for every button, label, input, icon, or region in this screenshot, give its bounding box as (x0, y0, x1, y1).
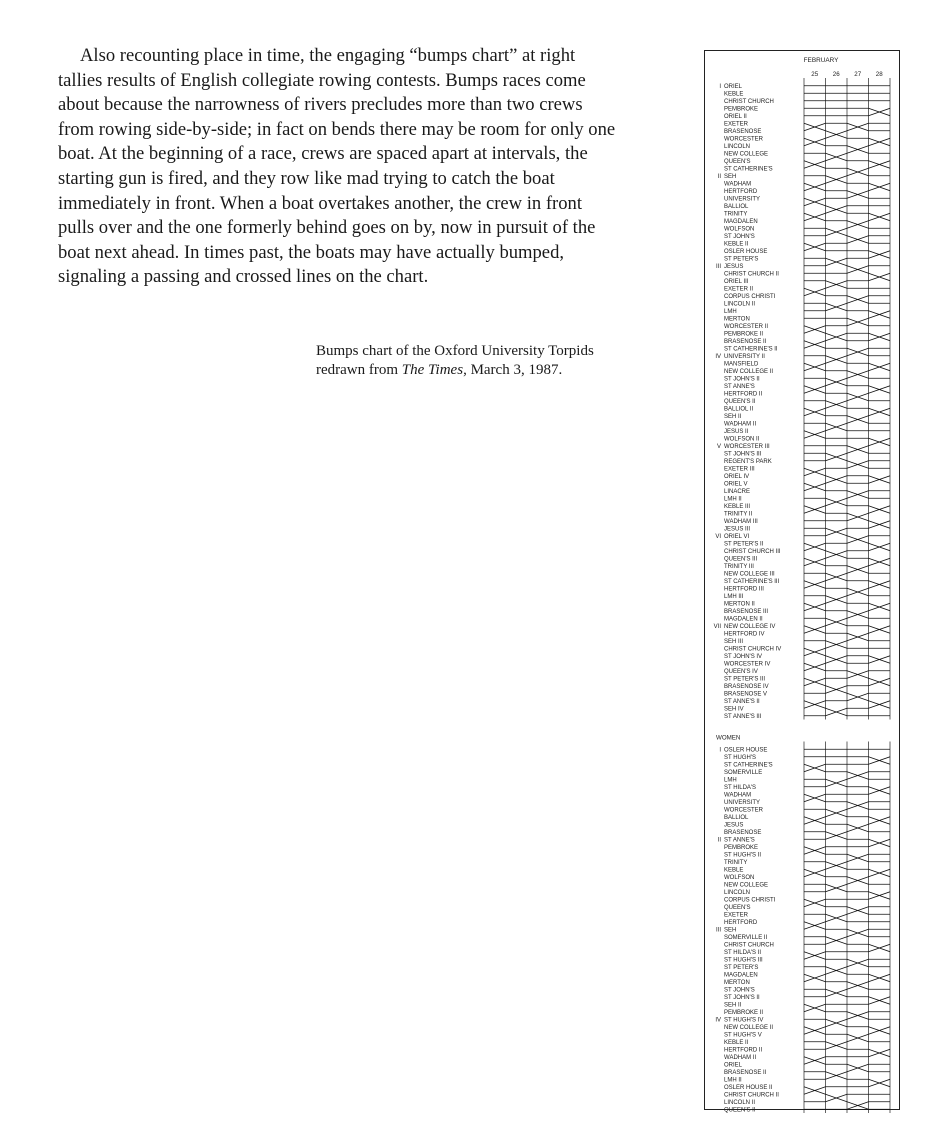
men-crew-label: ST JOHN'S IV (724, 653, 763, 660)
caption-lead: Bumps chart of the Oxford University Torpids redrawn from (316, 343, 594, 378)
women-crew-label: CORPUS CHRISTI (724, 897, 776, 904)
women-crew-label: EXETER (724, 912, 749, 919)
women-crew-label: CHRIST CHURCH II (724, 1092, 779, 1099)
men-crew-label: WORCESTER III (724, 443, 770, 450)
men-crew-label: BRASENOSE II (724, 338, 767, 345)
men-crew-label: BRASENOSE V (724, 691, 768, 698)
women-crew-label: WOLFSON (724, 874, 755, 881)
men-crew-label: UNIVERSITY II (724, 353, 765, 360)
women-crew-label: ST ANNE'S (724, 837, 755, 844)
women-section-label: WOMEN (716, 734, 741, 742)
men-crew-label: ORIEL III (724, 278, 749, 285)
men-crew-label: ST JOHN'S (724, 233, 755, 240)
women-crew-label: NEW COLLEGE (724, 882, 769, 889)
women-crew-label: BRASENOSE (724, 829, 762, 836)
women-crew-label: SEH II (724, 1002, 742, 1009)
men-crew-label: CHRIST CHURCH III (724, 548, 781, 555)
men-crew-label: EXETER (724, 121, 749, 128)
women-crew-label: ST PETER'S (724, 964, 759, 971)
women-crew-label: UNIVERSITY (724, 799, 761, 806)
women-crew-label: SOMERVILLE II (724, 934, 768, 941)
men-crew-label: WADHAM II (724, 421, 757, 428)
men-crew-label: EXETER III (724, 466, 755, 473)
men-crew-label: WORCESTER (724, 136, 763, 143)
men-crew-label: ST JOHN'S III (724, 451, 762, 458)
men-crew-label: QUEEN'S III (724, 556, 758, 563)
men-crew-label: ST CATHERINE'S II (724, 346, 778, 353)
men-crew-label: ST PETER'S III (724, 676, 766, 683)
men-crew-label: LMH III (724, 593, 744, 600)
women-crew-label: ST HILDA'S (724, 784, 757, 791)
men-crew-label: HERTFORD IV (724, 631, 765, 638)
men-crew-label: JESUS (724, 263, 744, 270)
men-crew-label: NEW COLLEGE III (724, 571, 775, 578)
men-crew-label: HERTFORD II (724, 391, 763, 398)
men-crew-label: NEW COLLEGE (724, 151, 769, 158)
women-crew-label: ORIEL (724, 1062, 743, 1069)
men-crew-label: CHRIST CHURCH II (724, 271, 779, 278)
women-crew-label: SOMERVILLE (724, 769, 763, 776)
men-crew-label: WADHAM III (724, 518, 758, 525)
women-division-label-III: III (715, 927, 721, 934)
men-crew-label: UNIVERSITY (724, 196, 761, 203)
men-crew-label: ST ANNE'S (724, 383, 755, 390)
men-crew-label: ORIEL IV (724, 473, 750, 480)
men-crew-label: BRASENOSE III (724, 608, 769, 615)
men-crew-label: KEBLE II (724, 241, 749, 248)
women-crew-label: BRASENOSE II (724, 1069, 767, 1076)
figure-caption (316, 342, 616, 380)
women-crew-label: LINCOLN (724, 889, 751, 896)
women-crew-label: MAGDALEN (724, 972, 758, 979)
men-crew-label: BRASENOSE (724, 128, 762, 135)
women-crew-label: NEW COLLEGE II (724, 1024, 774, 1031)
women-crew-label: WADHAM II (724, 1054, 757, 1061)
women-crew-label: ST CATHERINE'S (724, 762, 773, 769)
men-division-label-VI: VI (715, 533, 721, 540)
men-crew-label: SEH (724, 173, 737, 180)
women-crew-label: WADHAM (724, 792, 752, 799)
men-crew-label: MAGDALEN (724, 218, 758, 225)
men-crew-label: CHRIST CHURCH (724, 98, 774, 105)
men-crew-label: HERTFORD III (724, 586, 764, 593)
women-crew-label: SEH (724, 927, 737, 934)
men-crew-label: ST PETER'S II (724, 541, 764, 548)
women-crew-label: KEBLE (724, 867, 744, 874)
women-division-label-II: II (717, 837, 721, 844)
women-crew-label: ST HILDA'S II (724, 949, 762, 956)
men-crew-label: ORIEL II (724, 113, 747, 120)
body-paragraph: Also recounting place in time, the engaging “bumps chart” at right tallies results of English collegiate rowing contests. Bumps races come about because the narrowness of rivers precludes more than two crews from rowing side-by-side; in fact on bends there may be room for only one boat. At the beginning of a race, crews are spaced apart at intervals, the starting gun is fired, and they row like mad trying to catch the boat immediately in front. When a boat overtakes another, the crew in front pulls over and the one formerly behind goes on by, now in pursuit of the boat next ahead. In times past, the boats may have actually bumped, signaling a passing and crossed lines on the chart. (58, 45, 616, 288)
men-crew-label: KEBLE (724, 91, 744, 98)
women-crew-label: KEBLE II (724, 1039, 749, 1046)
men-crew-label: NEW COLLEGE IV (724, 623, 776, 630)
men-crew-label: TRINITY (724, 211, 748, 218)
men-crew-label: WOLFSON II (724, 436, 760, 443)
women-crew-label: PEMBROKE (724, 844, 759, 851)
women-crew-label: ST JOHN'S II (724, 994, 760, 1001)
women-division-label-IV: IV (715, 1017, 721, 1024)
women-crew-label: WORCESTER (724, 807, 763, 814)
men-crew-label: WORCESTER II (724, 323, 769, 330)
chart-title: FEBRUARY (803, 57, 839, 64)
men-crew-label: JESUS II (724, 428, 749, 435)
caption-source: The Times (401, 362, 464, 378)
women-crew-label: CHRIST CHURCH (724, 942, 774, 949)
men-crew-label: KEBLE III (724, 503, 751, 510)
men-crew-label: CORPUS CHRISTI (724, 293, 776, 300)
men-crew-label: BRASENOSE IV (724, 683, 769, 690)
men-crew-label: OSLER HOUSE (724, 248, 768, 255)
men-crew-label: PEMBROKE II (724, 331, 764, 338)
day-label-26: 26 (832, 71, 840, 78)
women-division-label-I: I (719, 747, 721, 754)
women-crew-label: PEMBROKE II (724, 1009, 764, 1016)
men-crew-label: MERTON II (724, 601, 755, 608)
women-crew-label: OSLER HOUSE (724, 747, 768, 754)
men-crew-label: LMH II (724, 496, 742, 503)
men-crew-label: ORIEL VI (724, 533, 750, 540)
men-division-label-III: III (715, 263, 721, 270)
men-crew-label: LMH (724, 308, 737, 315)
men-crew-label: SEH III (724, 638, 744, 645)
men-crew-label: ST CATHERINE'S (724, 166, 773, 173)
women-crew-label: QUEEN'S II (724, 1107, 756, 1114)
men-crew-label: ORIEL V (724, 481, 748, 488)
women-crew-label: ST HUGH'S IV (724, 1017, 764, 1024)
women-crew-label: LMH (724, 777, 737, 784)
men-crew-label: MERTON (724, 316, 750, 323)
men-crew-label: SEH IV (724, 706, 744, 713)
men-division-label-I: I (719, 83, 721, 90)
men-crew-label: QUEEN'S II (724, 398, 756, 405)
men-division-label-II: II (717, 173, 721, 180)
women-crew-label: ST JOHN'S (724, 987, 755, 994)
men-crew-label: SEH II (724, 413, 742, 420)
men-crew-label: ST ANNE'S II (724, 698, 760, 705)
men-crew-label: LINCOLN (724, 143, 751, 150)
day-label-27: 27 (854, 71, 862, 78)
men-crew-label: HERTFORD (724, 188, 758, 195)
women-crew-label: ST HUGH'S V (724, 1032, 762, 1039)
men-crew-label: BALLIOL II (724, 406, 754, 413)
men-crew-label: QUEEN'S IV (724, 668, 758, 675)
men-crew-label: LINACRE (724, 488, 751, 495)
caption-tail: , March 3, 1987. (463, 362, 563, 378)
men-crew-label: BALLIOL (724, 203, 749, 210)
women-crew-label: ST HUGH'S (724, 754, 757, 761)
men-crew-label: MAGDALEN II (724, 616, 763, 623)
women-crew-label: QUEEN'S (724, 904, 751, 911)
women-crew-label: HERTFORD II (724, 1047, 763, 1054)
men-crew-label: PEMBROKE (724, 106, 759, 113)
men-crew-label: ST ANNE'S III (724, 713, 762, 720)
women-crew-label: JESUS (724, 822, 744, 829)
men-division-label-V: V (716, 443, 721, 450)
men-division-label-VII: VII (713, 623, 721, 630)
day-label-25: 25 (811, 71, 819, 78)
men-crew-label: ORIEL (724, 83, 743, 90)
women-crew-label: ST HUGH'S III (724, 957, 763, 964)
day-label-28: 28 (875, 71, 883, 78)
men-crew-label: ST JOHN'S II (724, 376, 760, 383)
men-crew-label: WORCESTER IV (724, 661, 771, 668)
men-crew-label: WADHAM (724, 181, 752, 188)
men-crew-label: ST PETER'S (724, 256, 759, 263)
women-crew-label: LINCOLN II (724, 1099, 756, 1106)
men-crew-label: WOLFSON (724, 226, 755, 233)
women-crew-label: MERTON (724, 979, 750, 986)
men-crew-label: TRINITY III (724, 563, 754, 570)
men-crew-label: EXETER II (724, 286, 754, 293)
women-crew-label: BALLIOL (724, 814, 749, 821)
women-crew-label: HERTFORD (724, 919, 758, 926)
men-crew-label: REGENT'S PARK (724, 458, 772, 465)
men-crew-label: CHRIST CHURCH IV (724, 646, 782, 653)
men-crew-label: LINCOLN II (724, 301, 756, 308)
men-crew-label: JESUS III (724, 526, 751, 533)
men-crew-label: ST CATHERINE'S III (724, 578, 780, 585)
men-crew-label: TRINITY II (724, 511, 753, 518)
men-crew-label: QUEEN'S (724, 158, 751, 165)
women-crew-label: ST HUGH'S II (724, 852, 762, 859)
bumps-chart (704, 50, 900, 1114)
women-crew-label: OSLER HOUSE II (724, 1084, 773, 1091)
men-crew-label: NEW COLLEGE II (724, 368, 774, 375)
men-division-label-IV: IV (715, 353, 721, 360)
women-crew-label: TRINITY (724, 859, 748, 866)
women-crew-label: LMH II (724, 1077, 742, 1084)
men-crew-label: MANSFIELD (724, 361, 759, 368)
